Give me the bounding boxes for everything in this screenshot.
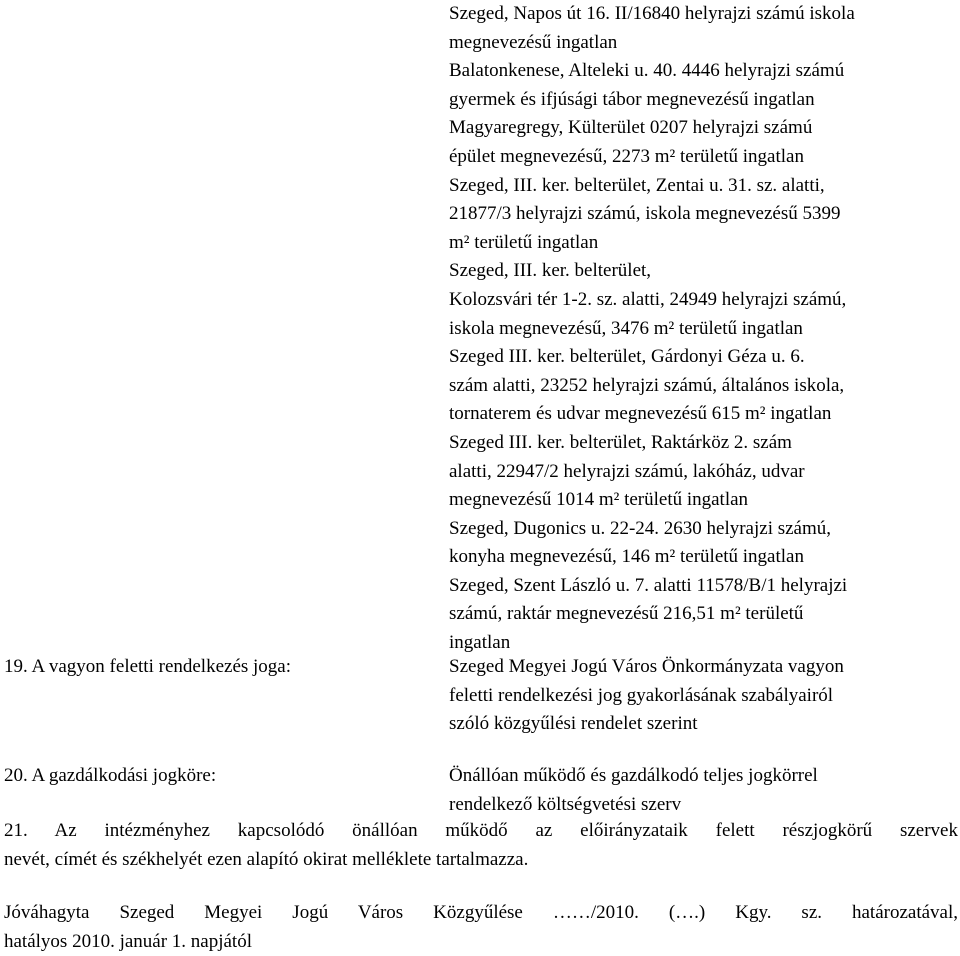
item-20-value-line: Önállóan működő és gazdálkodó teljes jogkörrel <box>449 765 818 786</box>
item-19-value-line: szóló közgyűlési rendelet szerint <box>449 713 698 735</box>
location-line: Kolozsvári tér 1-2. sz. alatti, 24949 helyrajzi számú, <box>449 288 847 310</box>
location-line: Szeged, III. ker. belterület, <box>449 260 652 282</box>
location-line: gyermek és ifjúsági tábor megnevezésű ingatlan <box>449 88 815 110</box>
location-line: Balatonkenese, Alteleki u. 40. 4446 helyrajzi számú <box>449 60 845 82</box>
location-line: megnevezésű ingatlan <box>449 31 618 53</box>
item-20-value-line: rendelkező költségvetési szerv <box>449 793 682 815</box>
location-line: tornaterem és udvar megnevezésű 615 m² ingatlan <box>449 403 832 425</box>
location-line: Szeged III. ker. belterület, Raktárköz 2. szám <box>449 431 792 453</box>
item-20-label: 20. A gazdálkodási jogköre: <box>4 765 217 786</box>
location-line: Szeged, Dugonics u. 22-24. 2630 helyrajzi számú, <box>449 517 832 539</box>
item-21-line: nevét, címét és székhelyét ezen alapító okirat melléklete tartalmazza. <box>4 848 529 870</box>
location-line: szám alatti, 23252 helyrajzi számú, általános iskola, <box>449 374 845 396</box>
location-line: ingatlan <box>449 632 511 654</box>
location-line: alatti, 22947/2 helyrajzi számú, lakóház, udvar <box>449 460 805 482</box>
item-21-paragraph <box>4 817 958 874</box>
approval-line: Jóváhagyta Szeged Megyei Jogú Város Közgyűlése ……/2010. (….) Kgy. sz. határozatával, <box>4 902 958 923</box>
item-21-line: 21. Az intézményhez kapcsolódó önállóan működő az előirányzataik felett részjogkörű szervek <box>4 820 958 841</box>
location-line: Magyaregregy, Külterület 0207 helyrajzi számú <box>449 117 813 139</box>
location-line: számú, raktár megnevezésű 216,51 m² területű <box>449 603 804 625</box>
location-line: Szeged, Napos út 16. II/16840 helyrajzi számú iskola <box>449 3 855 24</box>
location-line: Szeged, III. ker. belterület, Zentai u. 31. sz. alatti, <box>449 174 825 196</box>
location-line: m² területű ingatlan <box>449 231 599 253</box>
location-line: Szeged, Szent László u. 7. alatti 11578/B/1 helyrajzi <box>449 574 848 596</box>
location-line: épület megnevezésű, 2273 m² területű ingatlan <box>449 145 804 167</box>
approval-paragraph <box>4 899 958 956</box>
location-line: konyha megnevezésű, 146 m² területű ingatlan <box>449 546 804 568</box>
location-line: iskola megnevezésű, 3476 m² területű ingatlan <box>449 317 803 339</box>
location-line: Szeged III. ker. belterület, Gárdonyi Géza u. 6. <box>449 346 805 368</box>
item-19-label: 19. A vagyon feletti rendelkezés joga: <box>4 656 292 677</box>
item-19-value-line: feletti rendelkezési jog gyakorlásának szabályairól <box>449 684 834 706</box>
item-19-value <box>449 653 954 739</box>
item-19-value-line: Szeged Megyei Jogú Város Önkormányzata vagyon <box>449 656 844 677</box>
locations-list <box>449 0 954 658</box>
location-line: 21877/3 helyrajzi számú, iskola megnevezésű 5399 <box>449 203 841 225</box>
item-20-value <box>449 762 954 819</box>
location-line: megnevezésű 1014 m² területű ingatlan <box>449 489 749 511</box>
approval-line: hatályos 2010. január 1. napjától <box>4 930 252 952</box>
